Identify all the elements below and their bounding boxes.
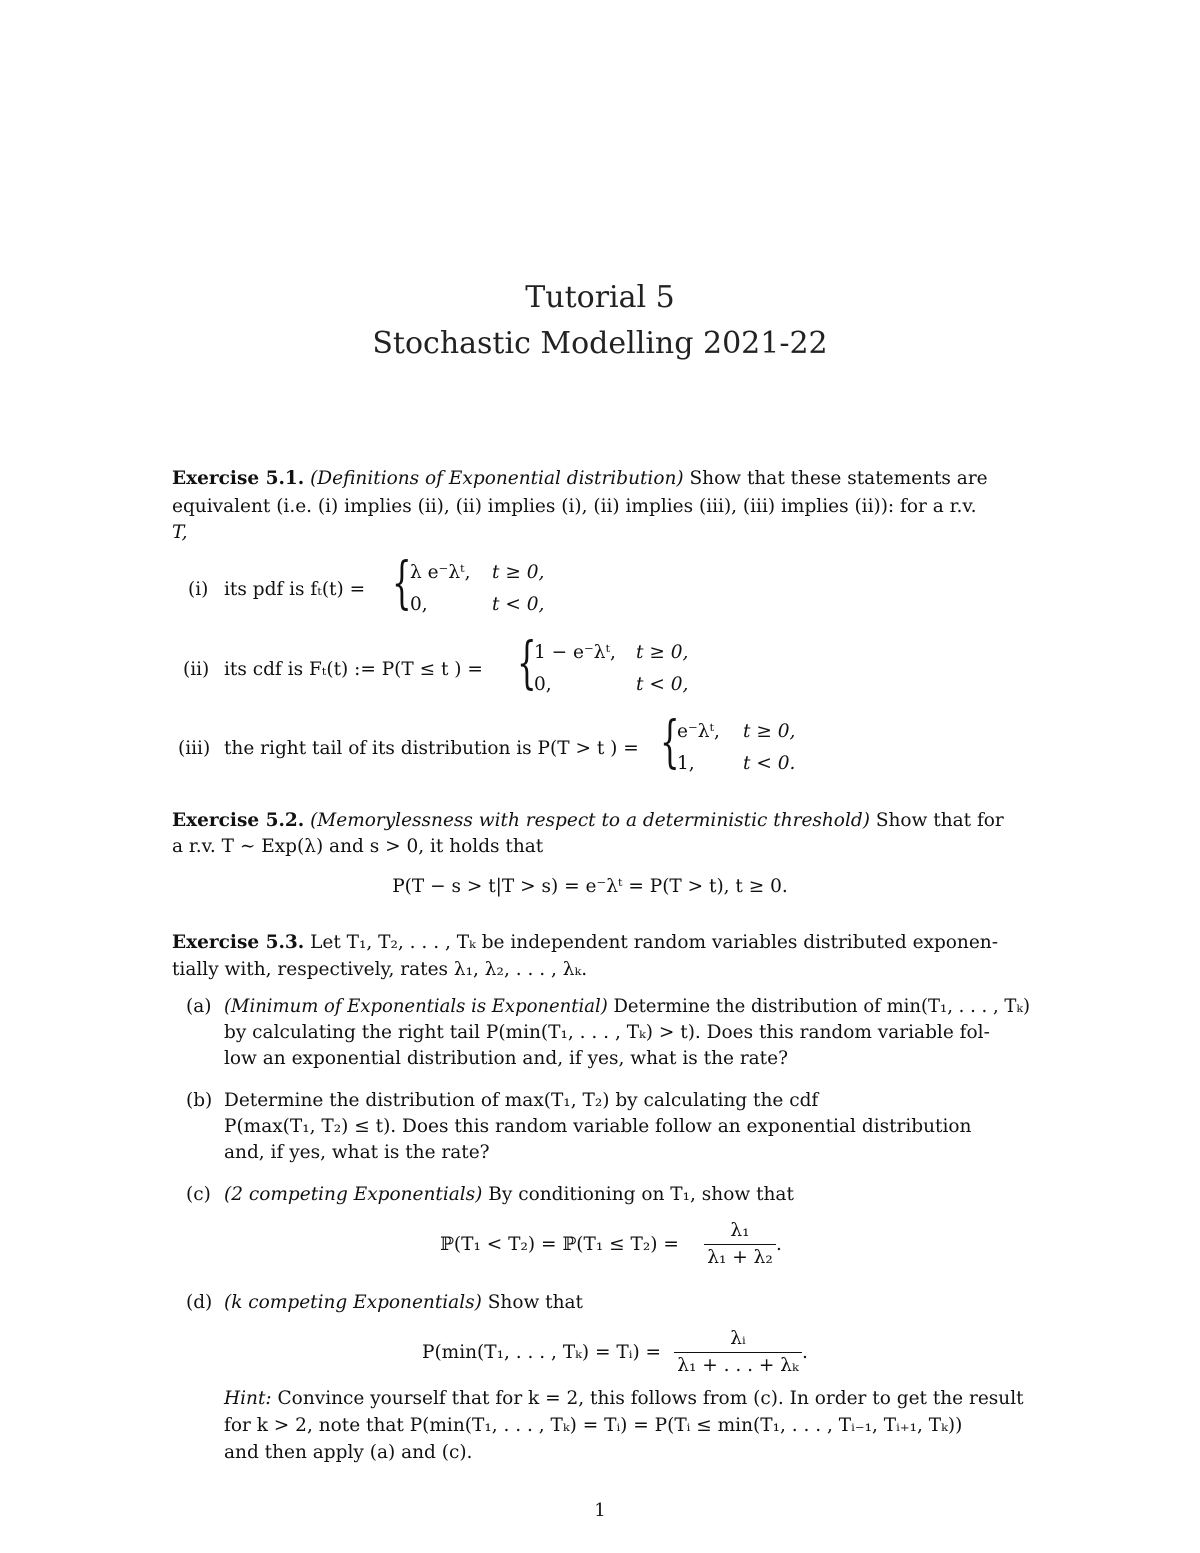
item-d-line-1 xyxy=(224,1290,583,1316)
item-i-case-2: 0, xyxy=(410,594,428,615)
item-label-d: (d) xyxy=(186,1292,213,1313)
item-d-fraction xyxy=(674,1326,802,1379)
fraction-denominator: λ₁ + λ₂ xyxy=(707,1247,773,1268)
item-iii-case-1: e⁻λᵗ, xyxy=(677,721,720,742)
exercise-text: Show that these statements are xyxy=(689,468,988,489)
item-b-line-1: Determine the distribution of max(T₁, T₂) by calculating the cdf xyxy=(224,1090,819,1111)
exercise-topic: (Memorylessness with respect to a deterministic threshold) xyxy=(310,810,870,831)
item-i-text: its pdf is fₜ(t) = xyxy=(224,579,366,600)
hint-text: Convince yourself that for k = 2, this follows from (c). In order to get the result xyxy=(277,1388,1024,1409)
brace-ii: { xyxy=(517,631,537,696)
item-ii-cond-2: t < 0, xyxy=(636,674,689,695)
exercise-5-3-line-2: tially with, respectively, rates λ₁, λ₂, . . . , λₖ. xyxy=(172,959,588,980)
item-c-fraction xyxy=(704,1218,776,1271)
item-d-period: . xyxy=(802,1342,808,1363)
item-d-equation-left: P(min(T₁, . . . , Tₖ) = Tᵢ) = xyxy=(422,1342,662,1363)
item-ii-cond-1: t ≥ 0, xyxy=(636,642,689,663)
item-label-c: (c) xyxy=(186,1184,211,1205)
item-topic: (Minimum of Exponentials is Exponential) xyxy=(224,996,608,1017)
page-subtitle: Stochastic Modelling 2021-22 xyxy=(372,326,828,361)
hint-line-3: and then apply (a) and (c). xyxy=(224,1442,473,1463)
item-i-cond-1: t ≥ 0, xyxy=(492,562,545,583)
exercise-heading: Exercise 5.3. xyxy=(172,932,305,953)
exercise-5-2-equation: P(T − s > t|T > s) = e⁻λᵗ = P(T > t), t ≥ 0. xyxy=(392,876,788,897)
item-iii-cond-1: t ≥ 0, xyxy=(743,721,796,742)
item-a-line-1 xyxy=(224,994,1030,1020)
item-text: Show that xyxy=(487,1292,583,1313)
item-a-line-2: by calculating the right tail P(min(T₁, . . . , Tₖ) > t). Does this random variable fol- xyxy=(224,1022,990,1043)
exercise-5-1-line-1 xyxy=(172,466,988,492)
brace-iii: { xyxy=(660,710,680,775)
item-text: Determine the distribution of min(T₁, . . . , Tₖ) xyxy=(613,996,1030,1017)
exercise-text: Let T₁, T₂, . . . , Tₖ be independent random variables distributed exponen- xyxy=(310,932,998,953)
page-number: 1 xyxy=(594,1500,606,1521)
exercise-5-2-line-1 xyxy=(172,808,1004,834)
hint-line-2: for k > 2, note that P(min(T₁, . . . , Tₖ) = Tᵢ) = P(Tᵢ ≤ min(T₁, . . . , Tᵢ₋₁, Tᵢ₊₁, Tₖ)) xyxy=(224,1415,963,1436)
item-label-iii: (iii) xyxy=(178,738,211,759)
item-topic: (k competing Exponentials) xyxy=(224,1292,482,1313)
item-b-line-2: P(max(T₁, T₂) ≤ t). Does this random variable follow an exponential distribution xyxy=(224,1116,972,1137)
item-i-case-1: λ e⁻λᵗ, xyxy=(410,562,471,583)
item-a-line-3: low an exponential distribution and, if yes, what is the rate? xyxy=(224,1048,788,1069)
exercise-5-2-line-2: a r.v. T ∼ Exp(λ) and s > 0, it holds that xyxy=(172,836,544,857)
fraction-denominator: λ₁ + . . . + λₖ xyxy=(677,1355,799,1376)
hint-line-1 xyxy=(224,1386,1024,1412)
item-c-line-1 xyxy=(224,1182,794,1208)
fraction-numerator: λ₁ xyxy=(730,1220,750,1241)
item-ii-case-2: 0, xyxy=(534,674,552,695)
item-b-line-3: and, if yes, what is the rate? xyxy=(224,1142,490,1163)
item-c-period: . xyxy=(776,1234,782,1255)
exercise-topic: (Definitions of Exponential distribution) xyxy=(310,468,684,489)
fraction-numerator: λᵢ xyxy=(730,1328,746,1349)
item-ii-text: its cdf is Fₜ(t) := P(T ≤ t ) = xyxy=(224,659,483,680)
exercise-5-1-line-3: T, xyxy=(172,522,188,543)
item-i-cond-2: t < 0, xyxy=(492,594,545,615)
item-ii-case-1: 1 − e⁻λᵗ, xyxy=(534,642,616,663)
item-topic: (2 competing Exponentials) xyxy=(224,1184,483,1205)
item-iii-text: the right tail of its distribution is P(T > t ) = xyxy=(224,738,639,759)
item-text: By conditioning on T₁, show that xyxy=(488,1184,794,1205)
item-iii-cond-2: t < 0. xyxy=(743,753,796,774)
page-title: Tutorial 5 xyxy=(525,280,675,315)
brace-i: { xyxy=(392,551,412,616)
item-label-a: (a) xyxy=(186,996,212,1017)
exercise-heading: Exercise 5.1. xyxy=(172,468,305,489)
exercise-5-1-line-2: equivalent (i.e. (i) implies (ii), (ii) implies (i), (ii) implies (iii), (iii) implies (ii)): for a r.v. xyxy=(172,496,977,517)
item-label-b: (b) xyxy=(186,1090,213,1111)
item-label-i: (i) xyxy=(188,579,209,600)
exercise-5-3-line-1 xyxy=(172,930,998,956)
item-c-equation-left: ℙ(T₁ < T₂) = ℙ(T₁ ≤ T₂) = xyxy=(440,1234,679,1255)
exercise-text: Show that for xyxy=(875,810,1004,831)
item-iii-case-2: 1, xyxy=(677,753,695,774)
exercise-heading: Exercise 5.2. xyxy=(172,810,305,831)
hint-label: Hint: xyxy=(224,1388,272,1409)
item-label-ii: (ii) xyxy=(183,659,210,680)
